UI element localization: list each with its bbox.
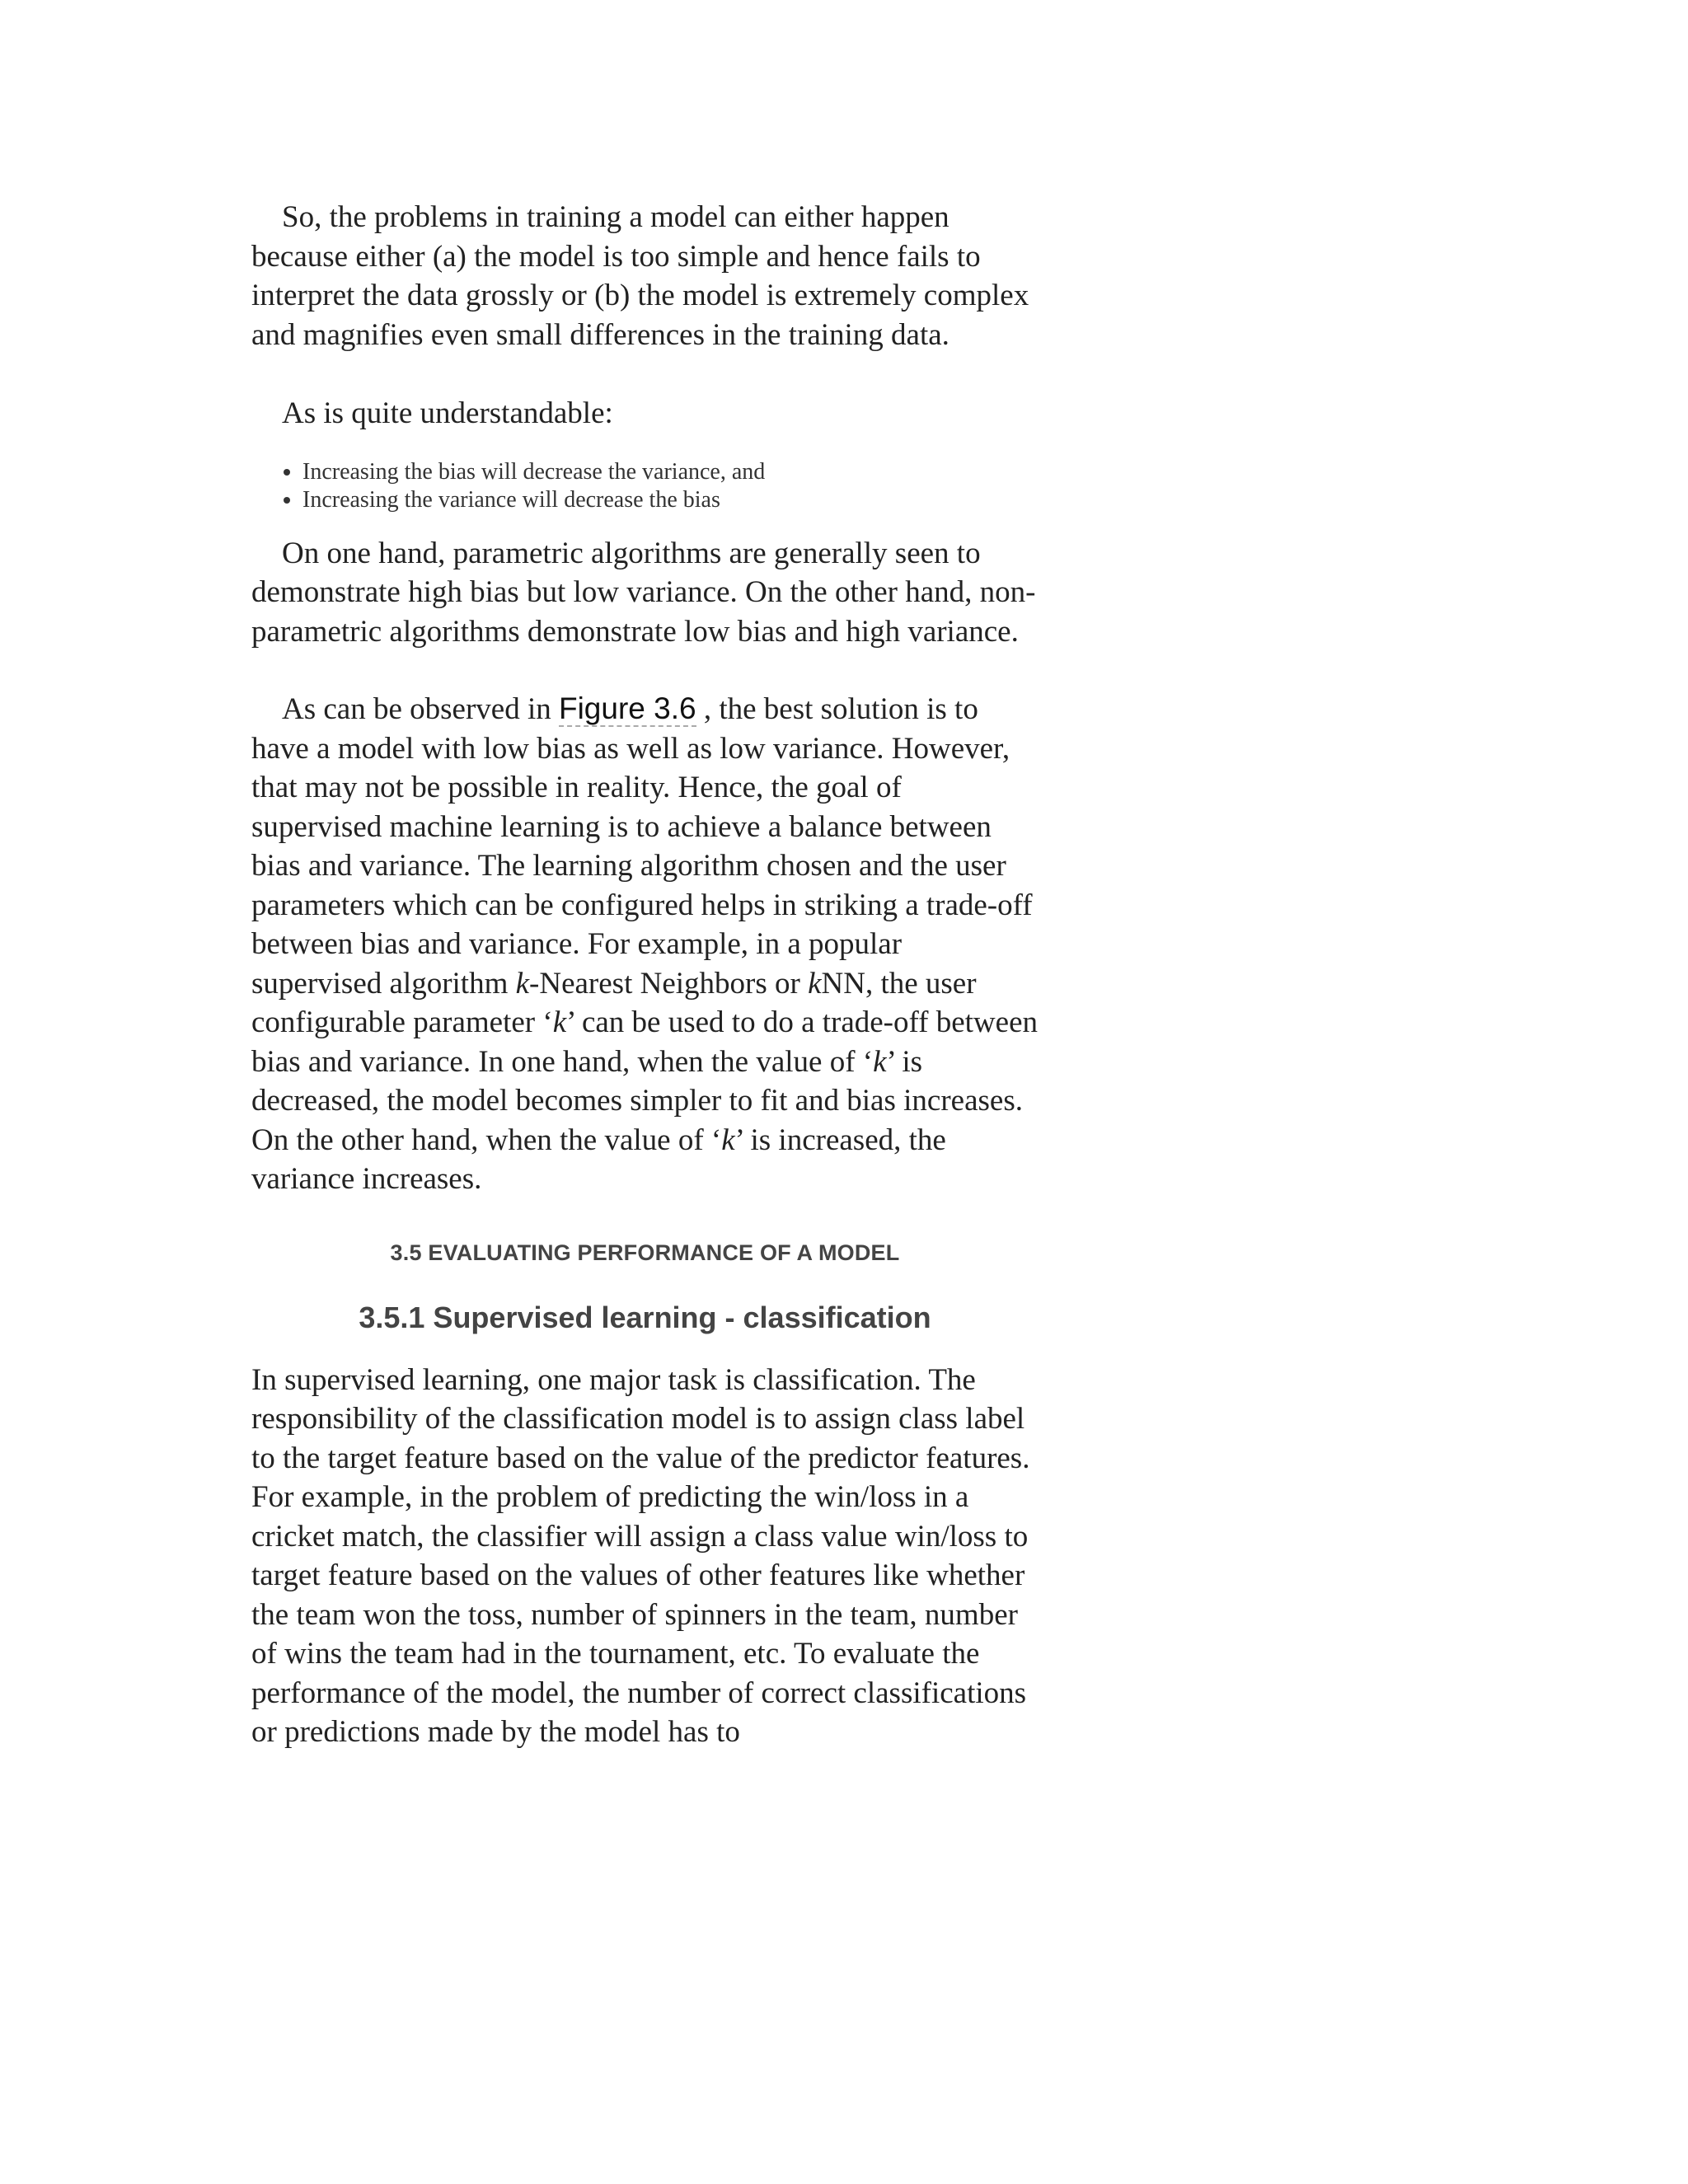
paragraph-training-problems: So, the problems in training a model can either happen because either (a) the model is too simple and hence fails to interpret the data grossly or (b) the model is extremely complex and magnifies even small differences in the training data. (251, 200, 1029, 352)
text-span: As can be observed in (282, 692, 559, 726)
paragraph-classification: In supervised learning, one major task is classification. The responsibility of the classification model is to assign class label to the target feature based on the value of the predictor features. For example, in the problem of predicting the win/loss in a cricket match, the classifier will assign a class value win/loss to target feature based on the values of other features like whether the team won the toss, number of spinners in the team, number of wins the team had in the tournament, etc. To evaluate the performance of the model, the number of correct classifications or predictions made by the model has to (251, 1362, 1030, 1749)
italic-k: k (515, 966, 530, 1001)
paragraph-parametric: On one hand, parametric algorithms are generally seen to demonstrate high bias but low variance. On the other hand, non-parametric algorithms demonstrate low bias and high variance. (251, 536, 1036, 649)
text-span: ’ can be used to do a trade-off between bias and variance. In one hand, when the value of ‘ (251, 1005, 1038, 1079)
paragraph-understandable: As is quite understandable: (282, 396, 613, 430)
list-item: • Increasing the variance will decrease the bias (302, 486, 1039, 514)
text-span: ’ is decreased, the model becomes simpler to fit and bias increases. On the other hand, when the value of ‘ (251, 1044, 1023, 1157)
figure-reference-link[interactable]: Figure 3.6 (558, 691, 696, 725)
italic-k: k (873, 1044, 887, 1079)
text-span: ’ is increased, the variance increases. (251, 1122, 946, 1196)
bias-variance-list (251, 458, 1039, 514)
italic-k: k (808, 966, 822, 1001)
section-heading: 3.5 EVALUATING PERFORMANCE OF A MODEL (390, 1240, 900, 1265)
paragraph-tradeoff (251, 689, 1039, 1199)
page-content (251, 198, 1039, 1790)
text-span: NN, the user configurable parameter ‘ (251, 966, 977, 1039)
italic-k: k (721, 1122, 735, 1157)
italic-k: k (552, 1005, 567, 1039)
subsection-heading: 3.5.1 Supervised learning - classification (359, 1300, 931, 1334)
text-span: -Nearest Neighbors or (529, 966, 809, 1001)
text-span: , the best solution is to have a model with low bias as well as low variance. However, that may not be possible in reality. Hence, the goal of supervised machine learning is to achieve a balance between bias and variance. The learning algorithm chosen and the user parameters which can be configured helps in striking a trade-off between bias and variance. For example, in a popular supervised algorithm (251, 692, 1033, 1001)
list-item: • Increasing the bias will decrease the variance, and (302, 458, 1039, 486)
